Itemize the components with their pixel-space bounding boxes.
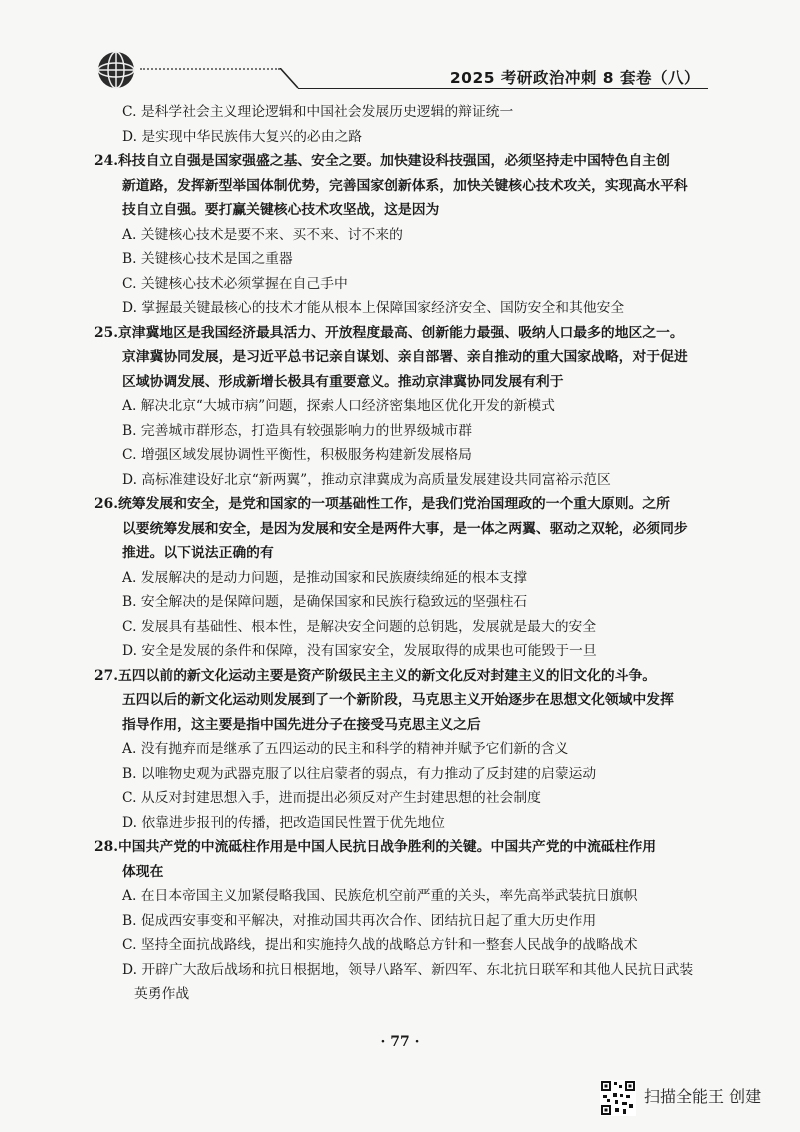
header-rule: [298, 88, 708, 89]
answer-option: D. 安全是发展的条件和保障，没有国家安全，发展取得的成果也可能毁于一旦: [122, 643, 597, 659]
scanner-watermark: 扫描全能王 创建: [644, 1087, 762, 1106]
question-stem-line: [94, 835, 710, 860]
answer-option: D. 开辟广大敌后战场和抗日根据地，领导八路军、新四军、东北抗日联军和其他人民抗日武装: [122, 961, 694, 978]
question-number: 24.: [94, 153, 119, 169]
page-header: [0, 0, 800, 100]
question-stem-line: 京津冀协同发展，是习近平总书记亲自谋划、亲自部署、亲自推动的重大国家战略，对于促进: [122, 349, 688, 365]
answer-option: A. 没有抛弃而是继承了五四运动的民主和科学的精神并赋予它们新的含义: [122, 741, 569, 757]
question-stem-line: [94, 321, 710, 346]
answer-option: A. 在日本帝国主义加紧侵略我国、民族危机空前严重的关头，率先高举武装抗日旗帜: [122, 888, 638, 904]
answer-option: A. 关键核心技术是要不来、买不来、讨不来的: [122, 226, 403, 243]
header-dotted-line: [140, 68, 280, 70]
answer-option: C. 从反对封建思想入手，进而提出必须反对产生封建思想的社会制度: [122, 790, 541, 806]
question-stem-text: 中国共产党的中流砥柱作用是中国人民抗日战争胜利的关键。中国共产党的中流砥柱作用: [118, 839, 657, 855]
question-number: 28.: [94, 839, 119, 855]
question-stem-text: 统筹发展和安全，是党和国家的一项基础性工作，是我们党治国理政的一个重大原则。之所: [118, 496, 670, 512]
running-title: 2025 考研政治冲刺 8 套卷（八）: [449, 69, 700, 87]
question-stem-text: 五四以前的新文化运动主要是资产阶级民主主义的新文化反对封建主义的旧文化的斗争。: [118, 667, 657, 684]
question-stem-line: 以要统筹发展和安全，是因为发展和安全是两件大事，是一体之两翼、驱动之双轮，必须同步: [122, 520, 688, 537]
question-stem-line: 体现在: [122, 863, 164, 880]
answer-option: D. 是实现中华民族伟大复兴的必由之路: [122, 128, 363, 145]
answer-option: B. 安全解决的是保障问题，是确保国家和民族行稳致远的坚强柱石: [122, 594, 528, 610]
answer-option-line: 英勇作战: [134, 986, 190, 1002]
answer-option: B. 以唯物史观为武器克服了以往启蒙者的弱点，有力推动了反封建的启蒙运动: [122, 765, 597, 782]
answer-option: A. 解决北京“大城市病”问题，探索人口经济密集地区优化开发的新模式: [122, 398, 555, 414]
answer-option: B. 促成西安事变和平解决，对推动国共再次合作、团结抗日起了重大历史作用: [122, 912, 597, 929]
question-stem-text: 京津冀地区是我国经济最具活力、开放程度最高、创新能力最强、吸纳人口最多的地区之一。: [118, 324, 684, 341]
header-slant-line: [278, 68, 300, 90]
question-stem-text: 科技自立自强是国家强盛之基、安全之要。加快建设科技强国，必须坚持走中国特色自主创: [118, 153, 670, 169]
question-stem-line: [94, 492, 710, 517]
question-stem-line: 新道路，发挥新型举国体制优势，完善国家创新体系，加快关键核心技术攻关，实现高水平科: [122, 177, 688, 194]
answer-option: C. 发展具有基础性、根本性，是解决安全问题的总钥匙，发展就是最大的安全: [122, 618, 597, 635]
answer-option: D. 依靠进步报刊的传播，把改造国民性置于优先地位: [122, 814, 445, 831]
page-number: · 77 ·: [380, 1034, 420, 1050]
answer-option: B. 完善城市群形态，打造具有较强影响力的世界级城市群: [122, 422, 473, 439]
question-number: 25.: [94, 324, 119, 341]
question-number: 26.: [94, 496, 119, 512]
question-stem-line: 技自立自强。要打赢关键核心技术攻坚战，这是因为: [122, 202, 440, 218]
answer-option: C. 是科学社会主义理论逻辑和中国社会发展历史逻辑的辩证统一: [122, 104, 514, 120]
answer-option: C. 增强区域发展协调性平衡性，积极服务构建新发展格局: [122, 447, 472, 463]
question-stem-line: 区域协调发展、形成新增长极具有重要意义。推动京津冀协同发展有利于: [122, 373, 564, 390]
qr-code-icon: [600, 1080, 636, 1116]
answer-option: D. 掌握最关键最核心的技术才能从根本上保障国家经济安全、国防安全和其他安全: [122, 300, 625, 316]
question-content: [94, 100, 710, 1007]
question-stem-line: [94, 664, 710, 689]
question-stem-line: [94, 149, 710, 174]
answer-option: B. 关键核心技术是国之重器: [122, 251, 293, 267]
answer-option: D. 高标准建设好北京“新两翼”，推动京津冀成为高质量发展建设共同富裕示范区: [122, 471, 611, 488]
globe-icon: [96, 50, 136, 90]
answer-option: C. 关键核心技术必须掌握在自己手中: [122, 275, 348, 292]
answer-option: C. 坚持全面抗战路线，提出和实施持久战的战略总方针和一整套人民战争的战略战术: [122, 937, 638, 953]
question-stem-line: 指导作用，这主要是指中国先进分子在接受马克思主义之后: [122, 716, 481, 733]
question-stem-line: 推进。以下说法正确的有: [122, 545, 274, 561]
question-number: 27.: [94, 667, 119, 684]
question-stem-line: 五四以后的新文化运动则发展到了一个新阶段，马克思主义开始逐步在思想文化领域中发挥: [122, 692, 674, 708]
answer-option: A. 发展解决的是动力问题，是推动国家和民族赓续绵延的根本支撑: [122, 569, 528, 586]
